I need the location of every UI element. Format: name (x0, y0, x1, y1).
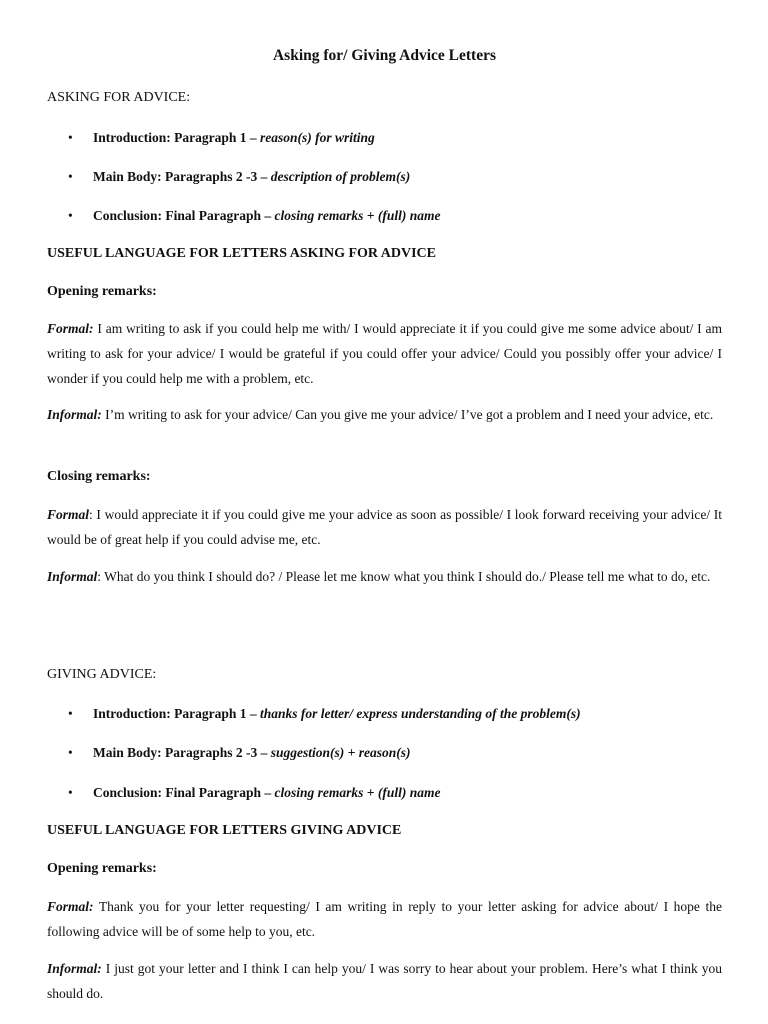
bullet-icon: • (68, 706, 73, 721)
asking-heading: ASKING FOR ADVICE: (47, 90, 191, 105)
asking-useful-language-heading: USEFUL LANGUAGE FOR LETTERS ASKING FOR ADVICE (47, 246, 436, 261)
giving-heading: GIVING ADVICE: (47, 667, 157, 682)
bullet-icon: • (68, 130, 73, 145)
bullet-lead: Introduction: Paragraph 1 – (93, 130, 261, 145)
formal-label: Formal: (47, 321, 94, 336)
asking-opening-informal-paragraph (47, 402, 722, 427)
bullet-icon: • (68, 169, 73, 184)
asking-closing-remarks-heading: Closing remarks: (47, 469, 151, 484)
bullet-emphasis: suggestion(s) + reason(s) (270, 745, 411, 760)
bullet-icon: • (68, 208, 73, 223)
giving-opening-informal-paragraph (47, 956, 722, 1006)
informal-label: Informal: (47, 407, 102, 422)
asking-opening-formal-paragraph (47, 316, 722, 391)
bullet-lead: Main Body: Paragraphs 2 -3 – (93, 745, 271, 760)
informal-text: I just got your letter and I think I can help you/ I was sorry to hear about your problem. Here’s what I think you should do. (47, 961, 722, 1001)
formal-label: Formal: (47, 899, 94, 914)
bullet-emphasis: description of problem(s) (270, 169, 411, 184)
bullet-emphasis: thanks for letter/ express understanding of the problem(s) (260, 706, 581, 721)
formal-text: : I would appreciate it if you could give me your advice as soon as possible/ I look forward receiving your advice/ It would be of great help if you could advise me, etc. (47, 507, 722, 547)
bullet-lead: Main Body: Paragraphs 2 -3 – (93, 169, 271, 184)
informal-label: Informal (47, 569, 98, 584)
bullet-icon: • (68, 745, 73, 760)
informal-label: Informal: (47, 961, 102, 976)
formal-text: I am writing to ask if you could help me with/ I would appreciate it if you could give me some advice about/ I am writing to ask for your advice/ I would be grateful if you could offer your advice/ Could you possibly offer your advice/ I wonder if you could help me with a problem, etc. (47, 321, 722, 386)
bullet-emphasis: closing remarks + (full) name (274, 785, 441, 800)
bullet-lead: Conclusion: Final Paragraph – (93, 208, 275, 223)
asking-closing-formal-paragraph (47, 502, 722, 552)
informal-text: : What do you think I should do? / Please let me know what you think I should do./ Please tell me what to do, etc. (97, 569, 711, 584)
asking-closing-informal-paragraph (47, 564, 722, 589)
informal-text: I’m writing to ask for your advice/ Can you give me your advice/ I’ve got a problem and I need your advice, etc. (101, 407, 714, 422)
giving-opening-remarks-heading: Opening remarks: (47, 861, 157, 876)
bullet-lead: Introduction: Paragraph 1 – (93, 706, 261, 721)
formal-label: Formal (47, 507, 90, 522)
bullet-emphasis: reason(s) for writing (260, 130, 375, 145)
bullet-emphasis: closing remarks + (full) name (274, 208, 441, 223)
giving-useful-language-heading: USEFUL LANGUAGE FOR LETTERS GIVING ADVICE (47, 823, 402, 838)
formal-text: Thank you for your letter requesting/ I am writing in reply to your letter asking for advice about/ I hope the following advice will be of some help to you, etc. (47, 899, 722, 939)
giving-opening-formal-paragraph (47, 894, 722, 944)
asking-opening-remarks-heading: Opening remarks: (47, 284, 157, 299)
document-title: Asking for/ Giving Advice Letters (272, 47, 497, 64)
bullet-icon: • (68, 785, 73, 800)
bullet-lead: Conclusion: Final Paragraph – (93, 785, 275, 800)
